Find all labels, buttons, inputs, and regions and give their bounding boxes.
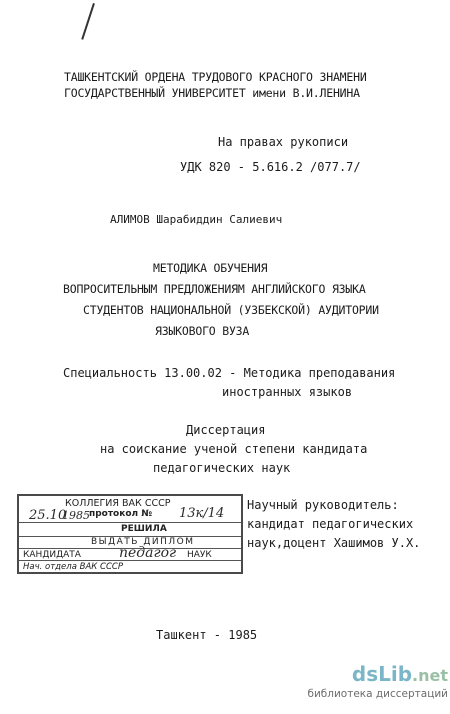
dslib-watermark xyxy=(307,662,448,710)
supervisor-label: Научный руководитель: xyxy=(247,498,399,512)
specialty-line-2: иностранных языков xyxy=(222,385,353,399)
stamp-collegium: КОЛЛЕГИЯ ВАК СССР xyxy=(65,498,171,509)
title-line-4: ЯЗЫКОВОГО ВУЗА xyxy=(155,324,250,338)
degree-line: на соискание ученой степени кандидата xyxy=(100,442,368,456)
title-line-2: ВОПРОСИТЕЛЬНЫМ ПРЕДЛОЖЕНИЯМ АНГЛИЙСКОГО ЯЗЫКА xyxy=(63,282,366,296)
institution-line-1: ТАШКЕНТСКИЙ ОРДЕНА ТРУДОВОГО КРАСНОГО ЗНАМЕНИ xyxy=(64,70,367,84)
handwritten-year: 1985 xyxy=(62,509,90,522)
title-line-3: СТУДЕНТОВ НАЦИОНАЛЬНОЙ (УЗБЕКСКОЙ) АУДИТОРИИ xyxy=(83,303,379,317)
author-name: АЛИМОВ Шарабиддин Салиевич xyxy=(110,213,283,226)
handwritten-science: педагог xyxy=(119,545,177,561)
place-year: Ташкент - 1985 xyxy=(156,628,258,642)
stamp-resolved: РЕШИЛА xyxy=(121,524,167,534)
supervisor-name: наук,доцент Хашимов У.Х. xyxy=(247,536,421,550)
supervisor-degree: кандидат педагогических xyxy=(247,517,414,531)
stamp-candidate: КАНДИДАТА xyxy=(23,550,81,560)
institution-line-2: ГОСУДАРСТВЕННЫЙ УНИВЕРСИТЕТ имени В.И.ЛЕНИНА xyxy=(64,86,360,100)
pen-mark xyxy=(81,3,108,44)
stamp-protocol: протокол № xyxy=(89,509,153,519)
vak-stamp xyxy=(17,494,243,574)
udk-code: УДК 820 - 5.616.2 /077.7/ xyxy=(180,160,361,174)
field-line: педагогических наук xyxy=(153,461,291,475)
stamp-sciences: НАУК xyxy=(187,550,212,560)
handwritten-protocol-number: 13к/14 xyxy=(179,506,225,521)
stamp-issue-diploma: ВЫДАТЬ ДИПЛОМ xyxy=(91,537,195,547)
handwritten-date: 25.10 xyxy=(29,508,67,523)
dslib-logo: dsLib.net xyxy=(351,662,448,686)
specialty-line-1: Специальность 13.00.02 - Методика преподавания xyxy=(63,366,396,380)
title-line-1: МЕТОДИКА ОБУЧЕНИЯ xyxy=(153,261,268,275)
dslib-subtitle: библиотека диссертаций xyxy=(307,688,448,700)
manuscript-rights: На правах рукописи xyxy=(218,135,349,149)
stamp-department: Нач. отдела ВАК СССР xyxy=(23,562,123,572)
dissertation-label: Диссертация xyxy=(186,423,266,437)
